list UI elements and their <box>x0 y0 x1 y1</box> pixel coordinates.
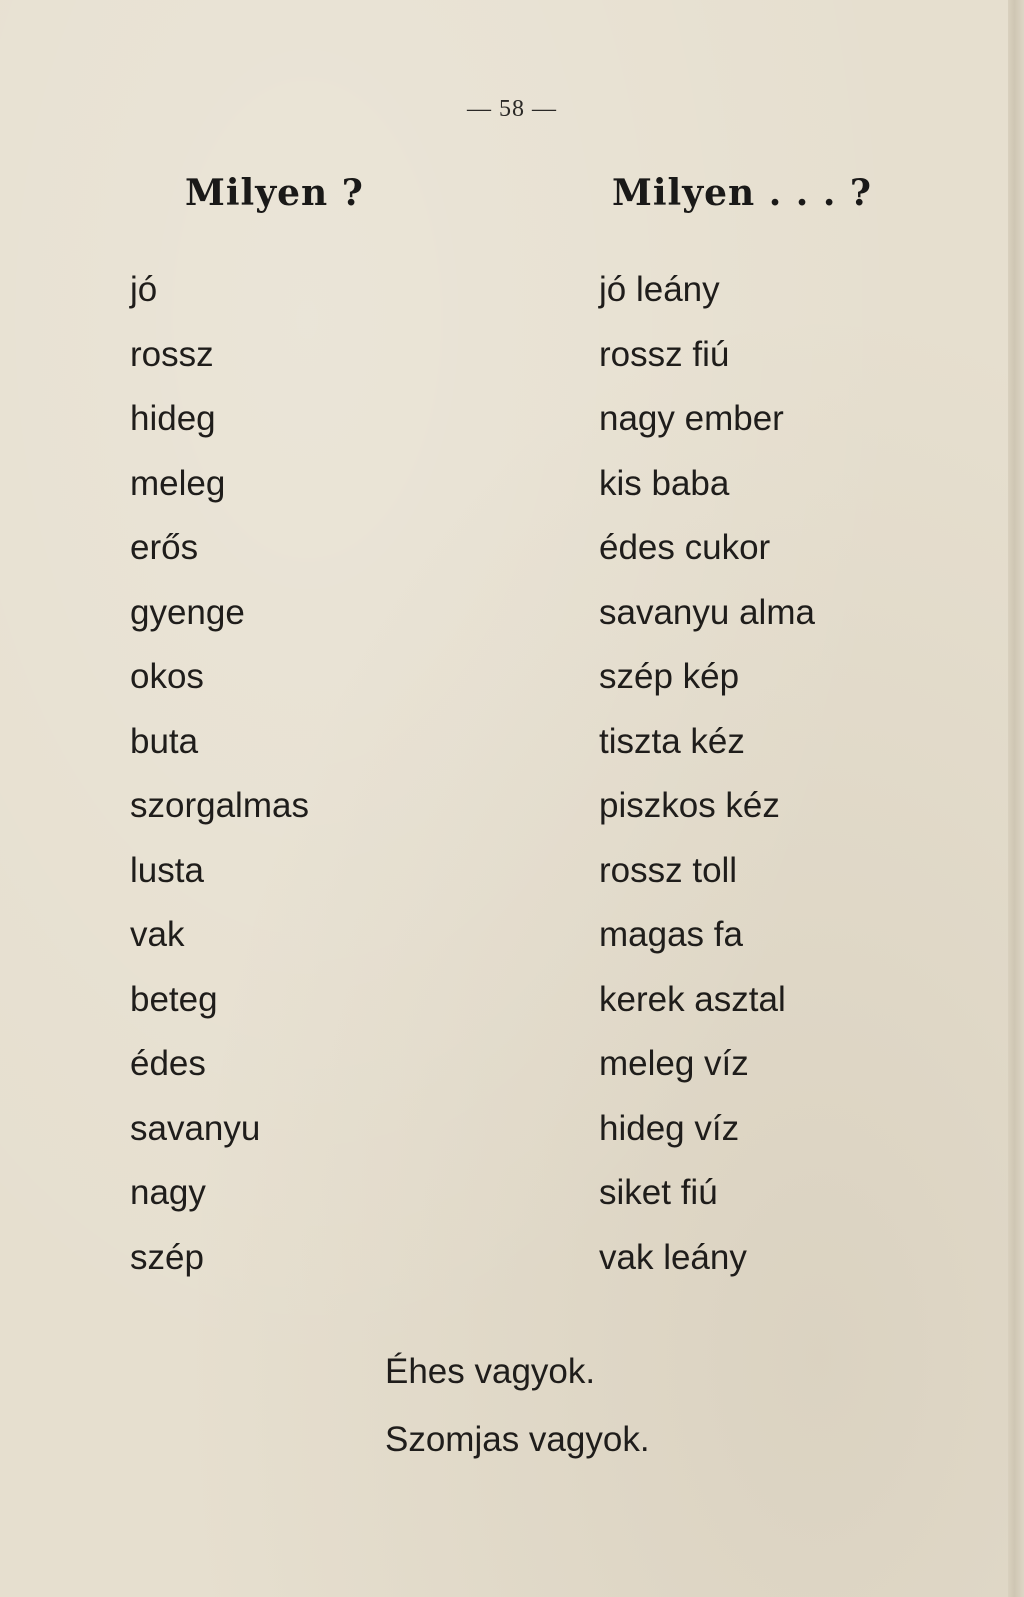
phrase-item: meleg víz <box>599 1044 749 1083</box>
adjective-item: erős <box>130 528 199 567</box>
phrase-item: magas fa <box>599 915 743 954</box>
phrase-item: siket fiú <box>599 1173 718 1212</box>
page-number: — 58 — <box>467 96 557 122</box>
phrase-item: kerek asztal <box>599 979 786 1019</box>
phrase-item: kis baba <box>599 463 730 503</box>
adjective-item: meleg <box>130 463 226 503</box>
adjective-item: beteg <box>130 979 218 1019</box>
adjective-item: szorgalmas <box>130 786 309 825</box>
phrase-item: édes cukor <box>599 528 771 567</box>
phrase-item: hideg víz <box>599 1108 740 1148</box>
phrase-list <box>599 264 815 1296</box>
adjective-item: savanyu <box>130 1108 261 1148</box>
adjective-item: édes <box>130 1044 206 1083</box>
adjective-item: nagy <box>130 1173 206 1212</box>
phrase-item: rossz fiú <box>599 334 730 374</box>
adjective-item: gyenge <box>130 592 245 632</box>
heading-left: Milyen ? <box>185 172 364 214</box>
adjective-item: buta <box>130 721 199 761</box>
page-edge <box>1008 0 1024 1597</box>
sentence-hungry: Éhes vagyok. <box>385 1352 596 1391</box>
phrase-item: rossz toll <box>599 850 738 890</box>
phrase-item: szép kép <box>599 657 740 696</box>
adjective-list <box>130 264 309 1296</box>
phrase-item: vak leány <box>599 1237 747 1277</box>
phrase-item: nagy ember <box>599 399 784 438</box>
phrase-item: jó leány <box>599 270 720 309</box>
adjective-item: lusta <box>130 850 204 890</box>
phrase-item: tiszta kéz <box>599 721 745 761</box>
adjective-item: jó <box>130 270 158 309</box>
heading-right: Milyen . . . ? <box>612 172 873 214</box>
adjective-item: rossz <box>130 334 214 374</box>
phrase-item: savanyu alma <box>599 592 815 632</box>
adjective-item: vak <box>130 915 185 954</box>
adjective-item: okos <box>130 657 204 696</box>
adjective-item: szép <box>130 1237 204 1277</box>
adjective-item: hideg <box>130 399 216 438</box>
sentence-thirsty: Szomjas vagyok. <box>385 1420 650 1459</box>
phrase-item: piszkos kéz <box>599 786 780 825</box>
